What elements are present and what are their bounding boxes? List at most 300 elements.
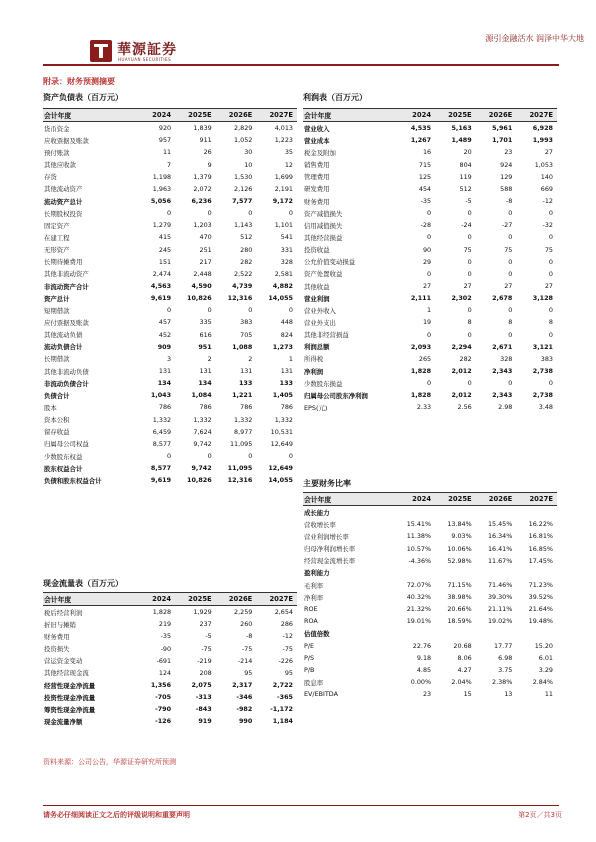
header-year-cell: 2024 (134, 109, 175, 122)
table-row (43, 341, 297, 353)
row-label-cell: 折旧与摊销 (44, 620, 76, 629)
header-year-cell: 2025E (175, 109, 216, 122)
value-cell: 13 (504, 690, 513, 699)
value-cell: -12 (542, 197, 553, 206)
value-cell: 1,088 (232, 342, 253, 351)
row-label-cell: 其他经营现金流 (44, 669, 89, 678)
value-cell: 17.77 (494, 641, 513, 650)
value-cell: 0 (288, 306, 293, 315)
row-label-cell: 资产总计 (44, 294, 70, 303)
value-cell: 10,826 (187, 294, 212, 303)
row-label-cell: 应付票据及账款 (44, 318, 89, 327)
value-cell: 0 (467, 330, 472, 339)
value-cell: -1,172 (270, 705, 293, 714)
value-cell: 0 (508, 306, 513, 315)
row-label-cell: 利润总额 (304, 343, 330, 352)
value-cell: 14,055 (268, 476, 293, 485)
value-cell: 951 (198, 342, 212, 351)
value-cell: 512 (459, 184, 472, 193)
logo-text: 華源証券 (117, 42, 177, 58)
value-cell: 786 (280, 403, 293, 412)
value-cell: 72.07% (406, 581, 432, 590)
value-cell: -982 (236, 705, 253, 714)
value-cell: 71.23% (528, 581, 553, 590)
value-cell: 2,671 (492, 342, 513, 351)
table-row (303, 134, 557, 146)
value-cell: 9,619 (150, 294, 172, 303)
row-label-cell: 营收增长率 (304, 520, 336, 529)
value-cell: 804 (459, 160, 472, 169)
value-cell: 208 (199, 668, 212, 677)
value-cell: 911 (199, 136, 212, 145)
value-cell (476, 567, 517, 579)
table-row (43, 474, 297, 486)
value-cell: 786 (158, 403, 172, 412)
table-row (43, 691, 297, 703)
value-cell: 219 (158, 620, 172, 629)
row-label-cell: 流动负债合计 (44, 343, 83, 352)
row-label-cell: 非流动资产合计 (44, 282, 89, 291)
row-label-cell: 股东权益合计 (44, 464, 83, 473)
table-row (43, 268, 297, 280)
value-cell: 1,332 (274, 415, 293, 424)
value-cell: -75 (241, 644, 253, 653)
table-row (303, 579, 557, 591)
value-cell: 1,053 (534, 160, 553, 169)
value-cell: 71.15% (447, 581, 472, 590)
value-cell: 12 (284, 160, 293, 169)
value-cell: 2,072 (193, 184, 212, 193)
value-cell: 10,531 (270, 427, 293, 436)
value-cell: 415 (158, 233, 172, 242)
value-cell: 2.33 (416, 403, 432, 412)
value-cell: 2,654 (274, 608, 293, 617)
table-row (43, 195, 297, 207)
value-cell: 0 (248, 306, 253, 315)
value-cell: 1,839 (193, 124, 212, 133)
table-row (303, 341, 557, 353)
value-cell: 7 (167, 160, 172, 169)
value-cell: 4.85 (416, 666, 432, 675)
value-cell: 8 (548, 318, 553, 327)
value-cell: 27 (463, 282, 472, 291)
appendix-title: 附录：财务预测摘要 (43, 77, 115, 86)
table-row (303, 543, 557, 555)
header-year-cell: 2027E (516, 493, 557, 506)
header-label-cell: 会计年度 (43, 593, 134, 606)
value-cell: 1,332 (193, 415, 212, 424)
value-cell: 131 (280, 367, 293, 376)
value-cell: 6.01 (538, 653, 553, 662)
table-row (303, 159, 557, 171)
value-cell: 12,649 (270, 439, 293, 448)
value-cell: 11 (544, 690, 553, 699)
table-row (43, 606, 297, 619)
row-label-cell: 非流动负债合计 (44, 379, 89, 388)
table-row (303, 231, 557, 243)
row-label-cell: 经营性现金净流量 (44, 681, 96, 690)
balance-sheet-table (43, 108, 297, 486)
row-label-cell: 负债合计 (44, 391, 70, 400)
table-row (43, 462, 297, 474)
value-cell: -313 (195, 693, 212, 702)
value-cell: 512 (240, 233, 253, 242)
table-row (43, 207, 297, 219)
table-header-row (303, 493, 557, 506)
value-cell: 119 (459, 172, 472, 181)
header-year-cell: 2024 (134, 593, 175, 606)
value-cell: 260 (240, 620, 253, 629)
value-cell: 1,699 (274, 172, 293, 181)
value-cell: 2,126 (234, 184, 253, 193)
footer-divider (43, 805, 559, 806)
value-cell: 15.45% (487, 520, 513, 529)
value-cell: 8.06 (457, 653, 472, 662)
row-label-cell: ROE (304, 605, 318, 614)
value-cell: -8 (505, 197, 513, 206)
value-cell: 5,163 (451, 124, 472, 133)
value-cell: 990 (238, 717, 253, 726)
value-cell: 1 (288, 354, 293, 363)
value-cell: 27 (504, 282, 513, 291)
value-cell: 1,701 (492, 136, 513, 145)
value-cell: 27 (544, 282, 553, 291)
value-cell: 1,043 (150, 391, 172, 400)
value-cell: 2 (248, 354, 253, 363)
row-label-cell: 固定资产 (44, 221, 70, 230)
table-row (43, 183, 297, 195)
value-cell: 0 (467, 306, 472, 315)
value-cell: 0 (548, 257, 553, 266)
row-label-cell: 所得税 (304, 355, 324, 364)
row-label-cell: 税金及附加 (304, 148, 336, 157)
row-label-cell: 营业外支出 (304, 318, 336, 327)
balance-sheet-title: 资产负债表（百万元） (43, 93, 123, 102)
row-label-cell: 资产处置收益 (304, 270, 343, 279)
value-cell: 52.98% (447, 556, 472, 565)
value-cell: 541 (280, 233, 293, 242)
value-cell (435, 506, 476, 519)
table-row (303, 640, 557, 652)
value-cell: 0 (288, 209, 293, 218)
row-label-cell: 营运资金变动 (44, 657, 83, 666)
value-cell: 616 (199, 330, 212, 339)
value-cell: 0 (167, 306, 172, 315)
value-cell: 8,577 (152, 439, 172, 448)
value-cell: -219 (197, 656, 212, 665)
table-row (43, 329, 297, 341)
table-row (43, 389, 297, 401)
value-cell (394, 567, 435, 579)
value-cell: 20 (463, 148, 472, 157)
value-cell: 134 (198, 379, 212, 388)
value-cell: 95 (244, 668, 253, 677)
value-cell: 280 (240, 245, 253, 254)
value-cell: 2,012 (451, 391, 472, 400)
value-cell: 2,722 (272, 681, 293, 690)
row-label-cell: 少数股东权益 (44, 452, 83, 461)
value-cell: 2,343 (492, 391, 513, 400)
cash-flow-title: 现金流量表（百万元） (43, 579, 123, 588)
row-label-cell: 应收票据及账款 (44, 136, 89, 145)
value-cell: 0 (548, 233, 553, 242)
value-cell: 90 (422, 245, 432, 254)
value-cell: -27 (501, 221, 513, 230)
value-cell: 29 (422, 257, 432, 266)
value-cell: 7,624 (193, 427, 212, 436)
value-cell: 9.18 (416, 653, 432, 662)
value-cell: 30 (244, 148, 253, 157)
value-cell: 10 (244, 160, 253, 169)
table-row (303, 207, 557, 219)
value-cell: 15.20 (534, 641, 553, 650)
value-cell: 3 (167, 354, 172, 363)
row-label-cell: 留存收益 (44, 428, 70, 437)
row-label-cell: 其他非流动资产 (44, 270, 89, 279)
row-label-cell: 现金流量净额 (44, 717, 83, 726)
value-cell: 0 (167, 452, 172, 460)
value-cell: 9,172 (272, 197, 293, 206)
value-cell: 2,581 (274, 269, 293, 278)
value-cell: 10,826 (187, 476, 212, 485)
row-label-cell: 盈利能力 (304, 569, 330, 578)
value-cell: 6,236 (191, 197, 212, 206)
value-cell: 588 (500, 184, 513, 193)
header-year-cell: 2026E (476, 493, 517, 506)
value-cell: 2.56 (457, 403, 472, 412)
value-cell: 11,095 (229, 439, 253, 448)
header-year-cell: 2026E (216, 109, 257, 122)
row-label-cell: ROA (304, 617, 318, 626)
row-label-cell: 公允价值变动损益 (304, 258, 356, 267)
table-row (43, 679, 297, 691)
value-cell: 1,203 (193, 221, 212, 230)
value-cell: 452 (158, 330, 172, 339)
value-cell: 957 (158, 136, 172, 145)
value-cell: 2,678 (492, 294, 513, 303)
value-cell: 11.67% (487, 556, 513, 565)
table-row (303, 615, 557, 627)
value-cell: 23 (422, 690, 432, 699)
row-label-cell: 估值倍数 (304, 630, 330, 639)
value-cell: -214 (237, 656, 253, 665)
value-cell: 0 (167, 209, 172, 218)
value-cell: 8,577 (150, 464, 172, 473)
value-cell: 2,343 (492, 367, 513, 376)
value-cell: 17.45% (528, 556, 553, 565)
value-cell: 40.32% (406, 593, 432, 602)
section-row (303, 567, 557, 579)
row-label-cell: 筹资性现金净流量 (44, 705, 96, 714)
value-cell: 824 (280, 330, 293, 339)
row-label-cell: 存货 (44, 173, 57, 182)
table-row (43, 438, 297, 450)
value-cell: 0 (508, 379, 513, 388)
value-cell: 1,221 (232, 391, 253, 400)
table-row (303, 171, 557, 183)
header-year-cell: 2025E (175, 593, 216, 606)
value-cell: 0 (508, 269, 513, 278)
value-cell: 0 (548, 269, 553, 278)
value-cell: 16.85% (528, 544, 553, 553)
value-cell: 457 (158, 318, 172, 327)
value-cell: 3,121 (532, 342, 553, 351)
value-cell: 9,742 (193, 439, 212, 448)
table-row (43, 231, 297, 243)
value-cell: 2,294 (451, 342, 472, 351)
value-cell: 924 (500, 160, 513, 169)
value-cell: 27 (544, 148, 553, 157)
value-cell: 21.11% (487, 605, 513, 614)
row-label-cell: 其他非经营损益 (304, 331, 349, 340)
value-cell: 0 (427, 209, 432, 218)
value-cell (476, 628, 517, 640)
value-cell: 20.68 (453, 641, 472, 650)
value-cell: 151 (158, 257, 172, 266)
row-label-cell: 货币资金 (44, 124, 70, 133)
value-cell (435, 628, 476, 640)
value-cell: 131 (240, 367, 253, 376)
row-label-cell: 税后经营利润 (44, 608, 83, 617)
value-cell: 4,563 (150, 282, 172, 291)
page-header (0, 0, 596, 70)
value-cell: 0 (548, 330, 553, 339)
value-cell: 2.98 (498, 403, 513, 412)
row-label-cell: 股本 (44, 403, 57, 412)
value-cell: -346 (236, 693, 253, 702)
row-label-cell: 营业外收入 (304, 306, 336, 315)
value-cell: 2.84% (532, 678, 553, 687)
row-label-cell: 净利率 (304, 593, 324, 602)
value-cell: 0 (548, 209, 553, 218)
value-cell: 15 (463, 690, 472, 699)
value-cell: 129 (500, 172, 513, 181)
row-label-cell: 其他流动资产 (44, 185, 83, 194)
value-cell: 454 (418, 184, 432, 193)
value-cell: -4.36% (408, 556, 432, 565)
value-cell: -12 (282, 632, 293, 641)
header-slogan: 源引金融活水 润泽中华大地 (485, 34, 584, 43)
value-cell: 12,316 (227, 294, 253, 303)
row-label-cell: 投资收益 (304, 246, 330, 255)
value-cell: 39.30% (487, 593, 513, 602)
table-row (43, 703, 297, 715)
logo-icon (90, 40, 112, 62)
row-label-cell: 在建工程 (44, 233, 70, 242)
value-cell: 6,928 (532, 124, 553, 133)
table-row (43, 450, 297, 462)
value-cell: 265 (418, 354, 432, 363)
value-cell: 6,459 (152, 427, 172, 436)
table-row (43, 304, 297, 316)
row-label-cell: 归属母公司股东净利润 (304, 391, 368, 400)
value-cell: -705 (155, 693, 172, 702)
value-cell: 16.41% (487, 544, 513, 553)
value-cell: 669 (540, 184, 553, 193)
value-cell: 786 (199, 403, 212, 412)
table-row (303, 304, 557, 316)
table-row (303, 389, 557, 401)
table-row (303, 688, 557, 700)
value-cell: 1,198 (152, 172, 172, 181)
table-row (303, 353, 557, 365)
value-cell: 1,379 (193, 172, 212, 181)
value-cell: 13.84% (447, 520, 472, 529)
table-row (303, 555, 557, 567)
table-row (43, 618, 297, 630)
value-cell: 39.52% (528, 593, 553, 602)
row-label-cell: P/E (304, 641, 315, 650)
row-label-cell: EV/EBITDA (304, 690, 338, 699)
value-cell: 1,084 (191, 391, 212, 400)
value-cell: 19.01% (406, 617, 432, 626)
header-label-cell: 会计年度 (303, 109, 394, 122)
value-cell: 2,191 (274, 184, 293, 193)
value-cell: 131 (158, 367, 172, 376)
value-cell: 0 (467, 233, 472, 242)
value-cell: 909 (157, 342, 172, 351)
value-cell (476, 506, 517, 519)
value-cell: 9.03% (451, 532, 472, 541)
value-cell (435, 567, 476, 579)
value-cell: 1,332 (152, 415, 172, 424)
value-cell: 38.98% (447, 593, 472, 602)
row-label-cell: 财务费用 (304, 197, 330, 206)
value-cell: 4,013 (274, 124, 293, 133)
table-row (303, 256, 557, 268)
row-label-cell: 长期借款 (44, 355, 70, 364)
value-cell: 26 (203, 148, 212, 157)
ratios-table (303, 492, 557, 700)
row-label-cell: 经营现金流增长率 (304, 557, 356, 566)
value-cell: 0 (467, 209, 472, 218)
value-cell: 8 (508, 318, 513, 327)
table-row (303, 652, 557, 664)
table-row (303, 329, 557, 341)
value-cell: 95 (284, 668, 293, 677)
value-cell: -126 (155, 717, 172, 726)
table-row (43, 353, 297, 365)
value-cell: 1,530 (234, 172, 253, 181)
value-cell: 4,590 (191, 282, 212, 291)
value-cell: 1,929 (193, 608, 212, 617)
value-cell: 2,111 (410, 294, 432, 303)
value-cell: 21.64% (528, 605, 553, 614)
row-label-cell: 营业收入 (304, 124, 330, 133)
value-cell: 1,184 (272, 717, 293, 726)
value-cell: 35 (284, 148, 293, 157)
value-cell: 1,828 (152, 608, 172, 617)
value-cell: 18.59% (447, 617, 472, 626)
value-cell: 0 (288, 452, 293, 460)
value-cell: 245 (158, 245, 172, 254)
value-cell: 705 (240, 330, 253, 339)
value-cell: 282 (459, 354, 472, 363)
value-cell: 27 (422, 282, 432, 291)
table-row (43, 643, 297, 655)
value-cell: 1,267 (410, 136, 432, 145)
value-cell: 133 (279, 379, 293, 388)
table-row (303, 518, 557, 530)
value-cell: -8 (245, 632, 253, 641)
value-cell: 328 (280, 257, 293, 266)
row-label-cell: 销售费用 (304, 161, 330, 170)
value-cell: 6.98 (498, 653, 513, 662)
value-cell: -35 (420, 197, 432, 206)
value-cell: 2,829 (234, 124, 253, 133)
disclaimer-text: 请务必仔细阅读正文之后的评级说明和重要声明 (43, 811, 190, 819)
value-cell: 3,128 (532, 294, 553, 303)
